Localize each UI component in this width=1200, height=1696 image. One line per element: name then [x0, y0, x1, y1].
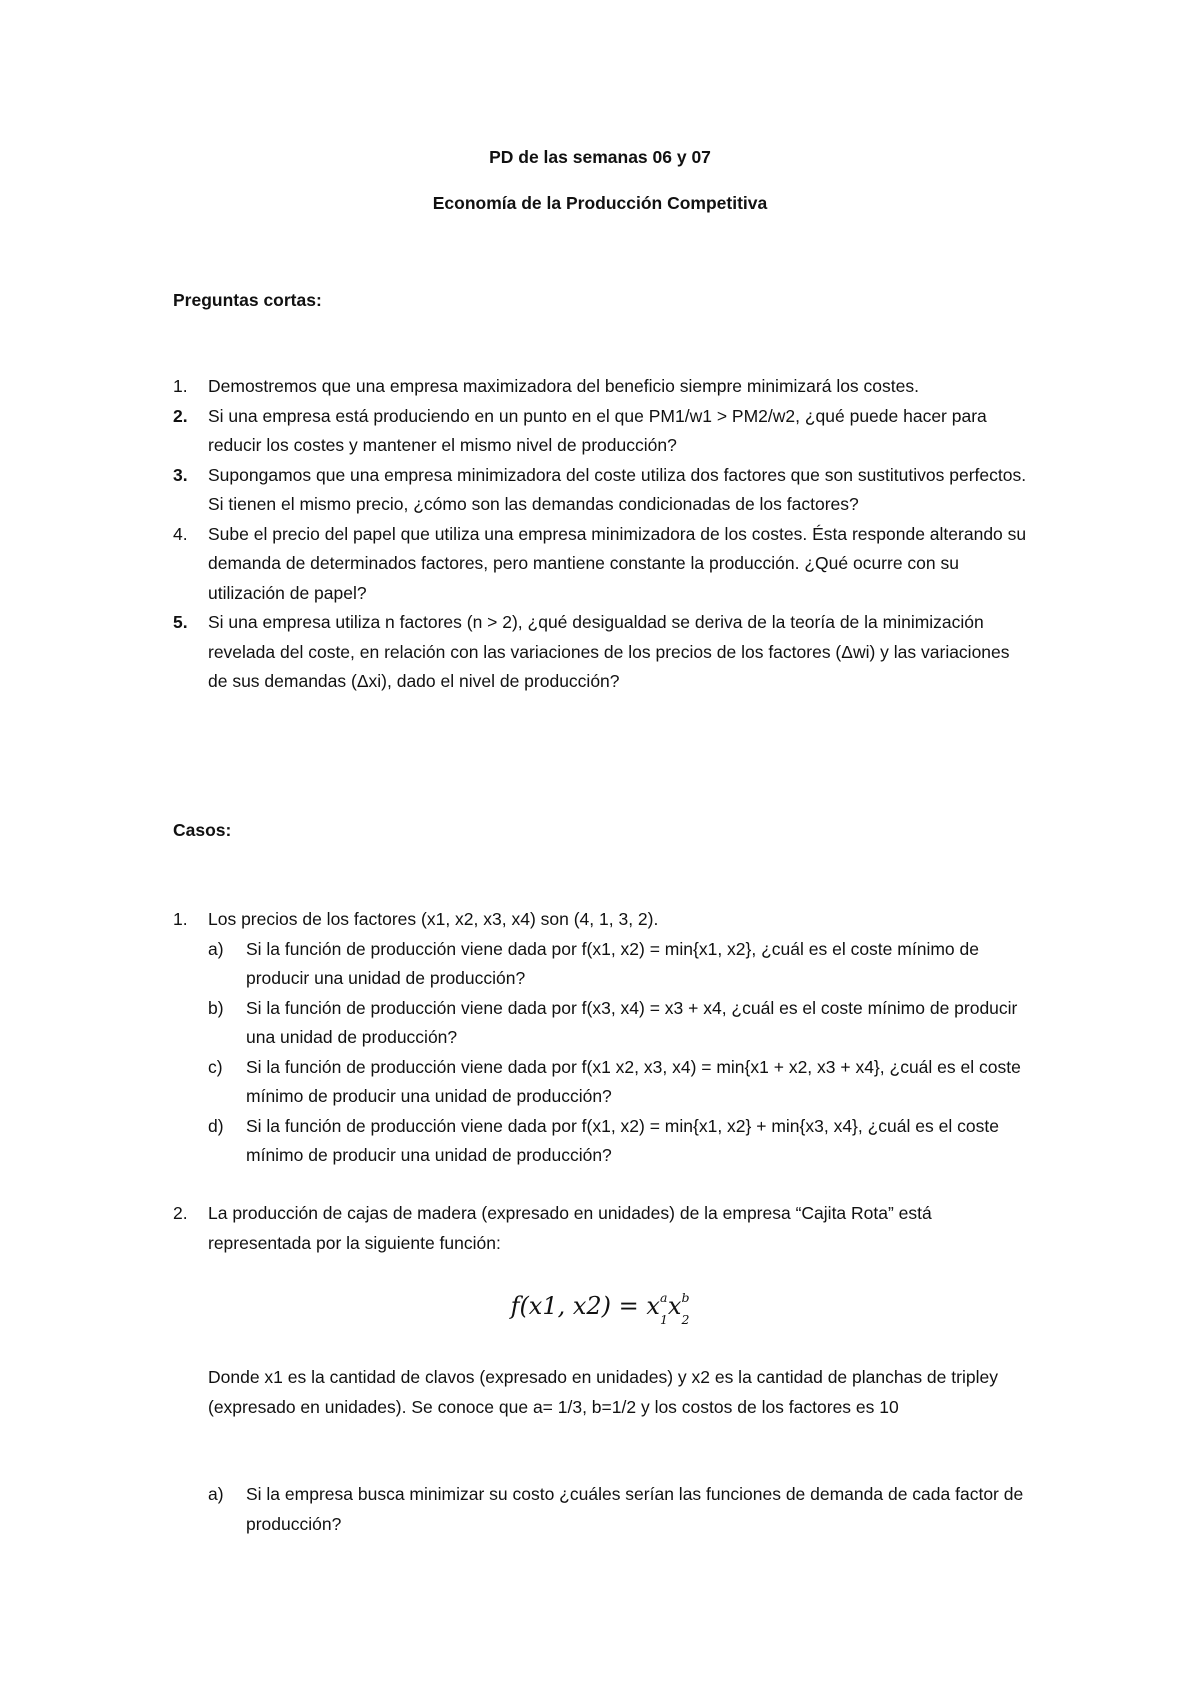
sub-letter: a) — [208, 1484, 224, 1504]
case-2-paragraph: Donde x1 es la cantidad de clavos (expresado en unidades) y x2 es la cantidad de planchas de tripley (expresado en unidades). Se conoce que a= 1/3, b=1/2 y los costos de los factores es 10 — [208, 1367, 998, 1417]
item-text: Sube el precio del papel que utiliza una empresa minimizadora de los costes. Ésta responde alterando su demanda de determinados factores, pero mantiene constante la producción. ¿Qué ocurre con su utilización de papel? — [208, 523, 1027, 603]
case-1-sub-c — [208, 1053, 1033, 1112]
sub-text: Si la función de producción viene dada por f(x1, x2) = min{x1, x2} + min{x3, x4}, ¿cuál es el coste mínimo de producir una unidad de producción? — [246, 1115, 999, 1165]
sub-letter: b) — [208, 997, 224, 1018]
short-question-3 — [173, 461, 1028, 520]
item-text: Los precios de los factores (x1, x2, x3, x4) son (4, 1, 3, 2). — [208, 909, 659, 929]
item-number: 5. — [173, 612, 188, 632]
item-number: 1. — [173, 376, 188, 396]
case-2-item — [173, 1199, 1018, 1258]
sub-text: Si la función de producción viene dada por f(x1 x2, x3, x4) = min{x1 + x2, x3 + x4}, ¿cuál es el coste mínimo de producir una unidad de producción? — [246, 1056, 1021, 1106]
formula-lhs: f(x1, x2) = — [510, 1292, 639, 1320]
case-1-sub-b — [208, 994, 1033, 1053]
short-questions-heading: Preguntas cortas: — [173, 290, 322, 310]
formula-term-1: x a $_1$ — [646, 1290, 668, 1327]
item-text: Si una empresa está produciendo en un punto en el que PM1/w1 > PM2/w2, ¿qué puede hacer para reducir los costes y mantener el mismo nivel de producción? — [208, 405, 987, 455]
item-text: La producción de cajas de madera (expresado en unidades) de la empresa “Cajita Rota” está representada por la siguiente función: — [208, 1203, 932, 1253]
case-1 — [173, 905, 1033, 1171]
item-text: Supongamos que una empresa minimizadora del coste utiliza dos factores que son sustitutivos perfectos. Si tienen el mismo precio, ¿cómo son las demandas condicionadas de los factores? — [208, 464, 1027, 514]
case-1-item — [173, 905, 1033, 1171]
short-questions-list — [173, 372, 1028, 697]
item-number: 1. — [173, 909, 188, 929]
short-question-2 — [173, 402, 1028, 461]
sub-text: Si la función de producción viene dada por f(x3, x4) = x3 + x4, ¿cuál es el coste mínimo de producir una unidad de producción? — [246, 997, 1018, 1047]
case-2-sub-a — [208, 1480, 1048, 1539]
sub-letter: d) — [208, 1115, 224, 1136]
short-question-4 — [173, 520, 1028, 609]
item-number: 2. — [173, 1203, 188, 1223]
case-2 — [173, 1199, 1018, 1258]
document-title: PD de las semanas 06 y 07 — [489, 147, 711, 167]
short-question-1 — [173, 372, 1028, 402]
sub-letter: a) — [208, 938, 224, 959]
production-function-formula — [0, 1290, 1200, 1327]
case-1-sub-a — [208, 935, 1033, 994]
item-number: 3. — [173, 464, 188, 485]
formula-term-2: x b $_2$ — [667, 1290, 690, 1327]
sub-text: Si la función de producción viene dada por f(x1, x2) = min{x1, x2}, ¿cuál es el coste mínimo de producir una unidad de producción? — [246, 938, 979, 988]
item-text: Si una empresa utiliza n factores (n > 2), ¿qué desigualdad se deriva de la teoría de la minimización revelada del coste, en relación con las variaciones de los precios de los factores (Δwi) y las variaciones de sus demandas (Δxi), dado el nivel de producción? — [208, 612, 1010, 691]
cases-heading: Casos: — [173, 820, 232, 840]
case-1-sub-d — [208, 1112, 1033, 1171]
item-number: 4. — [173, 523, 188, 544]
item-text: Demostremos que una empresa maximizadora del beneficio siempre minimizará los costes. — [208, 376, 919, 396]
document-subtitle: Economía de la Producción Competitiva — [432, 193, 768, 213]
sub-text: Si la empresa busca minimizar su costo ¿cuáles serían las funciones de demanda de cada factor de producción? — [246, 1484, 1024, 1534]
item-number: 2. — [173, 405, 188, 426]
sub-letter: c) — [208, 1056, 223, 1077]
short-question-5 — [173, 608, 1028, 697]
